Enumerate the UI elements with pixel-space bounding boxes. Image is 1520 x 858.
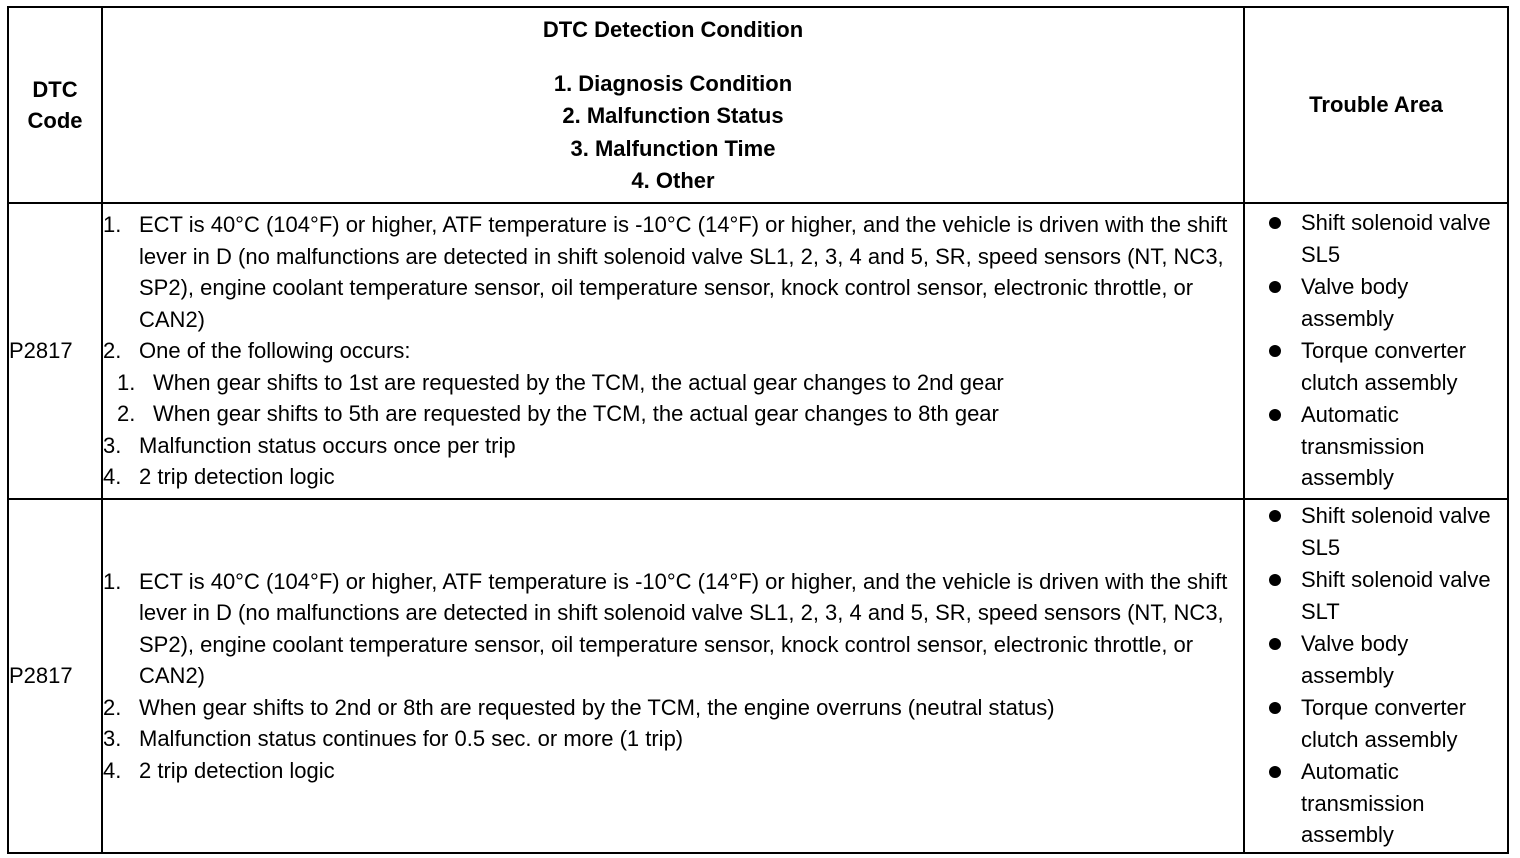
sub-condition-number: 1.	[117, 369, 136, 395]
trouble-area-item	[1245, 628, 1507, 691]
condition-text: One of the following occurs:	[139, 338, 411, 364]
condition-list	[103, 430, 1243, 493]
sub-condition-text: When gear shifts to 5th are requested by the TCM, the actual gear changes to 8th gear	[153, 401, 999, 427]
header-condition-item: 2. Malfunction Status	[562, 103, 784, 128]
trouble-area-list	[1245, 207, 1507, 494]
trouble-area-text: Shift solenoid valve SLT	[1301, 567, 1491, 624]
trouble-area-text: Torque converter clutch assembly	[1301, 695, 1467, 752]
header-row	[8, 7, 1508, 203]
trouble-area-text: Shift solenoid valve SL5	[1301, 503, 1491, 560]
trouble-area-text: Automatic transmission assembly	[1301, 759, 1425, 847]
table-row	[8, 499, 1508, 853]
trouble-area-text: Shift solenoid valve SL5	[1301, 210, 1491, 267]
dtc-table	[7, 6, 1509, 854]
sub-condition-list	[103, 367, 1243, 430]
condition-item	[103, 430, 1243, 462]
header-trouble-area: Trouble Area	[1244, 7, 1508, 203]
trouble-area-text: Valve body assembly	[1301, 631, 1409, 688]
condition-item	[103, 755, 1243, 787]
condition-number: 4.	[103, 757, 122, 783]
header-condition-item: 4. Other	[631, 168, 715, 193]
bullet-icon	[1269, 345, 1281, 357]
header-condition-list	[103, 68, 1243, 198]
condition-number: 1.	[103, 212, 122, 238]
trouble-area-cell	[1244, 203, 1508, 499]
condition-item	[103, 209, 1243, 335]
bullet-icon	[1269, 217, 1281, 229]
detection-condition-cell	[102, 203, 1244, 499]
condition-number: 4.	[103, 464, 122, 490]
sub-condition-text: When gear shifts to 1st are requested by the TCM, the actual gear changes to 2nd gear	[153, 369, 1004, 395]
condition-text: When gear shifts to 2nd or 8th are requested by the TCM, the engine overruns (neutral status)	[139, 694, 1055, 720]
header-detection-condition-title: DTC Detection Condition	[542, 16, 804, 42]
header-condition-item: 1. Diagnosis Condition	[553, 70, 793, 96]
condition-list	[103, 566, 1243, 787]
bullet-icon	[1269, 510, 1281, 522]
trouble-area-item	[1245, 207, 1507, 270]
sub-condition-item	[103, 367, 1243, 399]
sub-condition-number: 2.	[117, 401, 136, 427]
condition-number: 1.	[103, 568, 122, 594]
trouble-area-item	[1245, 399, 1507, 494]
dtc-code-cell: P2817	[8, 499, 102, 853]
condition-list	[103, 209, 1243, 367]
condition-item	[103, 692, 1243, 724]
trouble-area-text: Automatic transmission assembly	[1301, 402, 1425, 491]
header-dtc-code-label: DTC Code	[27, 76, 83, 133]
trouble-area-cell	[1244, 499, 1508, 853]
trouble-area-list	[1245, 500, 1507, 851]
dtc-code-cell: P2817	[8, 203, 102, 499]
condition-number: 2.	[103, 338, 122, 364]
condition-number: 3.	[103, 726, 122, 751]
bullet-icon	[1269, 574, 1281, 586]
bullet-icon	[1269, 409, 1281, 421]
condition-number: 3.	[103, 432, 122, 458]
trouble-area-text: Torque converter clutch assembly	[1301, 338, 1467, 395]
bullet-icon	[1269, 766, 1281, 778]
bullet-icon	[1269, 702, 1281, 714]
condition-text: ECT is 40°C (104°F) or higher, ATF temperature is -10°C (14°F) or higher, and the vehicle is driven with the shift lever in D (no malfunctions are detected in shift solenoid valve SL1, 2, 3, 4 and 5, SR, speed sensors (NT, NC3, SP2), engine coolant temperature sensor, oil temperature sensor, knock control sensor, electronic throttle, or CAN2)	[139, 212, 1228, 332]
trouble-area-text: Valve body assembly	[1301, 274, 1409, 331]
condition-number: 2.	[103, 694, 122, 720]
table-row	[8, 203, 1508, 499]
trouble-area-item	[1245, 756, 1507, 851]
header-dtc-code	[8, 7, 102, 203]
condition-item	[103, 566, 1243, 692]
trouble-area-item	[1245, 271, 1507, 334]
trouble-area-item	[1245, 564, 1507, 627]
trouble-area-item	[1245, 335, 1507, 398]
detection-condition-cell	[102, 499, 1244, 853]
trouble-area-item	[1245, 692, 1507, 755]
bullet-icon	[1269, 281, 1281, 293]
trouble-area-item	[1245, 500, 1507, 563]
condition-item	[103, 723, 1243, 755]
condition-text: 2 trip detection logic	[139, 464, 335, 490]
condition-text: Malfunction status occurs once per trip	[139, 432, 516, 458]
condition-text: 2 trip detection logic	[139, 757, 335, 783]
sub-condition-item	[103, 398, 1243, 430]
header-detection-condition	[102, 7, 1244, 203]
condition-item	[103, 335, 1243, 367]
header-condition-item: 3. Malfunction Time	[570, 135, 776, 161]
condition-item	[103, 461, 1243, 493]
bullet-icon	[1269, 638, 1281, 650]
condition-text: Malfunction status continues for 0.5 sec. or more (1 trip)	[139, 726, 684, 751]
condition-text: ECT is 40°C (104°F) or higher, ATF temperature is -10°C (14°F) or higher, and the vehicle is driven with the shift lever in D (no malfunctions are detected in shift solenoid valve SL1, 2, 3, 4 and 5, SR, speed sensors (NT, NC3, SP2), engine coolant temperature sensor, oil temperature sensor, knock control sensor, electronic throttle, or CAN2)	[139, 568, 1228, 688]
